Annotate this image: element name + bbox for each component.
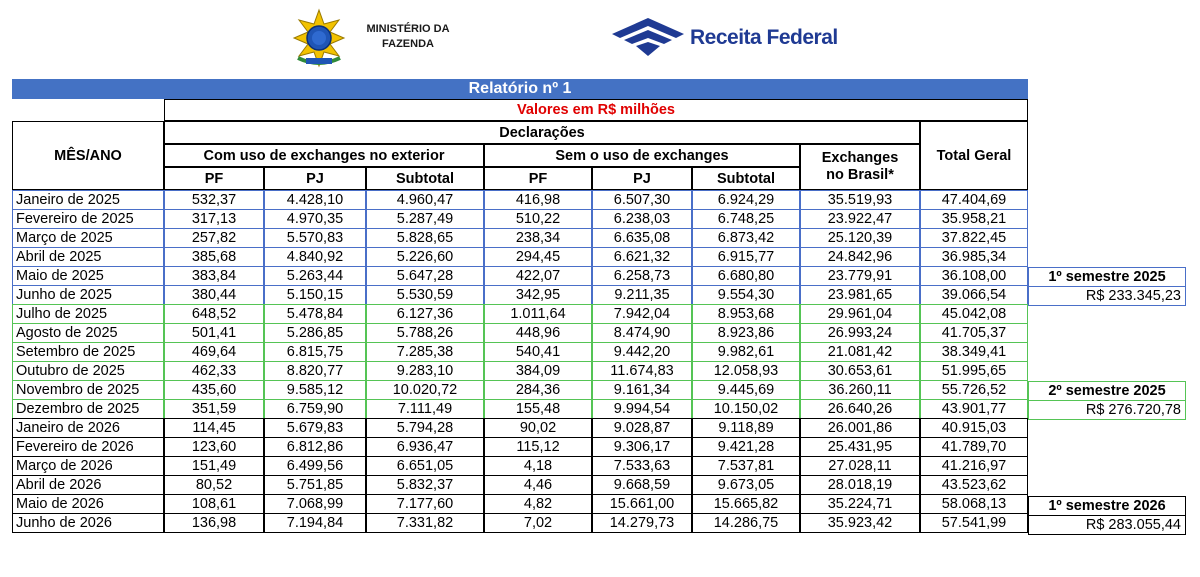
- pj-with-cell: 6.812,86: [264, 437, 366, 457]
- subtotal-without-cell: 9.554,30: [692, 285, 800, 305]
- month-cell: Março de 2025: [12, 228, 164, 248]
- report-title: Relatório nº 1: [12, 79, 1028, 99]
- total-cell: 51.995,65: [920, 361, 1028, 381]
- subtotal-without-cell: 7.537,81: [692, 456, 800, 476]
- month-cell: Outubro de 2025: [12, 361, 164, 381]
- subtotal-with-cell: 6.936,47: [366, 437, 484, 457]
- subtotal-with-cell: 5.828,65: [366, 228, 484, 248]
- month-cell: Abril de 2025: [12, 247, 164, 267]
- exchanges-brasil-cell: 26.993,24: [800, 323, 920, 343]
- with-exchanges-header: Com uso de exchanges no exterior: [164, 144, 484, 167]
- exchanges-brasil-cell: 35.224,71: [800, 494, 920, 514]
- pf-with-cell: 435,60: [164, 380, 264, 400]
- pj-with-cell: 9.585,12: [264, 380, 366, 400]
- month-cell: Fevereiro de 2025: [12, 209, 164, 229]
- subtotal-with-cell: 4.960,47: [366, 190, 484, 210]
- total-cell: 38.349,41: [920, 342, 1028, 362]
- declaracoes-header: Declarações: [164, 121, 920, 144]
- pj-with-cell: 5.679,83: [264, 418, 366, 438]
- pj-with-cell: 4.970,35: [264, 209, 366, 229]
- exchanges-brasil-cell: 29.961,04: [800, 304, 920, 324]
- month-cell: Junho de 2026: [12, 513, 164, 533]
- exchanges-brasil-cell: 24.842,96: [800, 247, 920, 267]
- subtotal-without-cell: 9.445,69: [692, 380, 800, 400]
- subtotal-without-cell: 6.873,42: [692, 228, 800, 248]
- subtotal-with-cell: 5.530,59: [366, 285, 484, 305]
- subtotal-without-cell: 6.680,80: [692, 266, 800, 286]
- subtotal-without-cell: 9.118,89: [692, 418, 800, 438]
- subtotal-header-with: Subtotal: [366, 167, 484, 190]
- pj-with-cell: 7.068,99: [264, 494, 366, 514]
- subtotal-without-cell: 12.058,93: [692, 361, 800, 381]
- pj-without-cell: 7.942,04: [592, 304, 692, 324]
- pf-with-cell: 648,52: [164, 304, 264, 324]
- pj-with-cell: 4.428,10: [264, 190, 366, 210]
- total-cell: 35.958,21: [920, 209, 1028, 229]
- pf-with-cell: 80,52: [164, 475, 264, 495]
- subtotal-without-cell: 10.150,02: [692, 399, 800, 419]
- pf-without-cell: 416,98: [484, 190, 592, 210]
- pj-without-cell: 6.258,73: [592, 266, 692, 286]
- pj-with-cell: 5.570,83: [264, 228, 366, 248]
- total-cell: 41.705,37: [920, 323, 1028, 343]
- exchanges-brasil-cell: 25.120,39: [800, 228, 920, 248]
- pf-with-cell: 317,13: [164, 209, 264, 229]
- month-cell: Novembro de 2025: [12, 380, 164, 400]
- pf-without-cell: 1.011,64: [484, 304, 592, 324]
- exchanges-brasil-cell: 23.779,91: [800, 266, 920, 286]
- receita-federal-logo-icon: [610, 16, 686, 58]
- pj-without-cell: 9.442,20: [592, 342, 692, 362]
- pf-with-cell: 501,41: [164, 323, 264, 343]
- pj-without-cell: 6.238,03: [592, 209, 692, 229]
- pj-with-cell: 5.286,85: [264, 323, 366, 343]
- pj-without-cell: 9.994,54: [592, 399, 692, 419]
- subtotal-without-cell: 9.421,28: [692, 437, 800, 457]
- pj-with-cell: 5.751,85: [264, 475, 366, 495]
- exchanges-brasil-cell: 23.922,47: [800, 209, 920, 229]
- semester-total: R$ 283.055,44: [1028, 515, 1186, 535]
- pf-without-cell: 510,22: [484, 209, 592, 229]
- pj-without-cell: 9.161,34: [592, 380, 692, 400]
- pj-with-cell: 5.263,44: [264, 266, 366, 286]
- pf-with-cell: 383,84: [164, 266, 264, 286]
- subtotal-without-cell: 9.673,05: [692, 475, 800, 495]
- subtotal-with-cell: 6.651,05: [366, 456, 484, 476]
- total-cell: 43.901,77: [920, 399, 1028, 419]
- ministry-line-2: FAZENDA: [382, 38, 434, 50]
- pj-without-cell: 9.211,35: [592, 285, 692, 305]
- pf-without-cell: 284,36: [484, 380, 592, 400]
- subtotal-without-cell: 6.915,77: [692, 247, 800, 267]
- pf-without-cell: 7,02: [484, 513, 592, 533]
- total-header: Total Geral: [920, 121, 1028, 190]
- total-cell: 43.523,62: [920, 475, 1028, 495]
- subtotal-with-cell: 5.794,28: [366, 418, 484, 438]
- page-header: [0, 0, 1200, 78]
- pf-without-cell: 155,48: [484, 399, 592, 419]
- total-cell: 45.042,08: [920, 304, 1028, 324]
- total-cell: 41.789,70: [920, 437, 1028, 457]
- month-cell: Setembro de 2025: [12, 342, 164, 362]
- pj-with-cell: 6.499,56: [264, 456, 366, 476]
- month-cell: Janeiro de 2025: [12, 190, 164, 210]
- pf-without-cell: 238,34: [484, 228, 592, 248]
- pj-with-cell: 6.815,75: [264, 342, 366, 362]
- semester-total: R$ 233.345,23: [1028, 286, 1186, 306]
- total-cell: 37.822,45: [920, 228, 1028, 248]
- month-cell: Abril de 2026: [12, 475, 164, 495]
- pf-without-cell: 90,02: [484, 418, 592, 438]
- exchanges-brasil-cell: 21.081,42: [800, 342, 920, 362]
- subtotal-with-cell: 7.331,82: [366, 513, 484, 533]
- month-cell: Dezembro de 2025: [12, 399, 164, 419]
- exchanges-brasil-cell: 23.981,65: [800, 285, 920, 305]
- subtotal-without-cell: 6.924,29: [692, 190, 800, 210]
- exchanges-brasil-line-2: no Brasil*: [826, 167, 894, 183]
- subtotal-header-without: Subtotal: [692, 167, 800, 190]
- pj-without-cell: 9.668,59: [592, 475, 692, 495]
- month-cell: Fevereiro de 2026: [12, 437, 164, 457]
- pf-header-without: PF: [484, 167, 592, 190]
- without-exchanges-header: Sem o uso de exchanges: [484, 144, 800, 167]
- exchanges-brasil-cell: 35.519,93: [800, 190, 920, 210]
- semester-total: R$ 276.720,78: [1028, 400, 1186, 420]
- pf-with-cell: 351,59: [164, 399, 264, 419]
- pj-header-with: PJ: [264, 167, 366, 190]
- subtotal-without-cell: 6.748,25: [692, 209, 800, 229]
- pf-header-with: PF: [164, 167, 264, 190]
- pf-without-cell: 115,12: [484, 437, 592, 457]
- pf-with-cell: 151,49: [164, 456, 264, 476]
- total-cell: 41.216,97: [920, 456, 1028, 476]
- month-cell: Março de 2026: [12, 456, 164, 476]
- total-cell: 36.985,34: [920, 247, 1028, 267]
- exchanges-brasil-cell: 36.260,11: [800, 380, 920, 400]
- total-cell: 58.068,13: [920, 494, 1028, 514]
- pf-without-cell: 540,41: [484, 342, 592, 362]
- pf-without-cell: 4,82: [484, 494, 592, 514]
- exchanges-brasil-cell: 28.018,19: [800, 475, 920, 495]
- exchanges-brasil-cell: 35.923,42: [800, 513, 920, 533]
- exchanges-brasil-header: [800, 144, 920, 190]
- exchanges-brasil-cell: 30.653,61: [800, 361, 920, 381]
- subtotal-without-cell: 8.923,86: [692, 323, 800, 343]
- subtotal-with-cell: 5.647,28: [366, 266, 484, 286]
- subtotal-without-cell: 14.286,75: [692, 513, 800, 533]
- pf-without-cell: 422,07: [484, 266, 592, 286]
- pf-without-cell: 4,18: [484, 456, 592, 476]
- pf-without-cell: 448,96: [484, 323, 592, 343]
- pf-with-cell: 380,44: [164, 285, 264, 305]
- subtotal-without-cell: 15.665,82: [692, 494, 800, 514]
- exchanges-brasil-cell: 25.431,95: [800, 437, 920, 457]
- month-cell: Maio de 2026: [12, 494, 164, 514]
- pj-without-cell: 7.533,63: [592, 456, 692, 476]
- pj-without-cell: 6.621,32: [592, 247, 692, 267]
- pj-with-cell: 4.840,92: [264, 247, 366, 267]
- month-cell: Junho de 2025: [12, 285, 164, 305]
- pj-without-cell: 9.028,87: [592, 418, 692, 438]
- agency-name: Receita Federal: [690, 26, 838, 49]
- pj-without-cell: 15.661,00: [592, 494, 692, 514]
- month-cell: Janeiro de 2026: [12, 418, 164, 438]
- month-cell: Agosto de 2025: [12, 323, 164, 343]
- ministry-line-1: MINISTÉRIO DA: [366, 23, 450, 35]
- pf-with-cell: 469,64: [164, 342, 264, 362]
- pf-with-cell: 123,60: [164, 437, 264, 457]
- subtotal-with-cell: 5.832,37: [366, 475, 484, 495]
- subtotal-with-cell: 9.283,10: [366, 361, 484, 381]
- pj-without-cell: 6.635,08: [592, 228, 692, 248]
- subtotal-with-cell: 5.788,26: [366, 323, 484, 343]
- total-cell: 47.404,69: [920, 190, 1028, 210]
- pj-with-cell: 8.820,77: [264, 361, 366, 381]
- subtotal-with-cell: 5.287,49: [366, 209, 484, 229]
- subtotal-with-cell: 7.111,49: [366, 399, 484, 419]
- pj-with-cell: 6.759,90: [264, 399, 366, 419]
- pf-with-cell: 114,45: [164, 418, 264, 438]
- exchanges-brasil-cell: 27.028,11: [800, 456, 920, 476]
- units-label: Valores em R$ milhões: [164, 99, 1028, 121]
- pj-without-cell: 11.674,83: [592, 361, 692, 381]
- semester-label: 2º semestre 2025: [1028, 381, 1186, 401]
- exchanges-brasil-cell: 26.640,26: [800, 399, 920, 419]
- month-cell: Maio de 2025: [12, 266, 164, 286]
- total-cell: 40.915,03: [920, 418, 1028, 438]
- pf-with-cell: 136,98: [164, 513, 264, 533]
- pf-without-cell: 294,45: [484, 247, 592, 267]
- pf-without-cell: 384,09: [484, 361, 592, 381]
- pj-with-cell: 5.150,15: [264, 285, 366, 305]
- semester-label: 1º semestre 2025: [1028, 267, 1186, 287]
- pf-with-cell: 532,37: [164, 190, 264, 210]
- subtotal-with-cell: 10.020,72: [366, 380, 484, 400]
- subtotal-without-cell: 9.982,61: [692, 342, 800, 362]
- subtotal-without-cell: 8.953,68: [692, 304, 800, 324]
- pf-with-cell: 108,61: [164, 494, 264, 514]
- semester-label: 1º semestre 2026: [1028, 496, 1186, 516]
- month-header: MÊS/ANO: [12, 121, 164, 190]
- total-cell: 57.541,99: [920, 513, 1028, 533]
- total-cell: 36.108,00: [920, 266, 1028, 286]
- ministry-name: [360, 22, 456, 52]
- exchanges-brasil-cell: 26.001,86: [800, 418, 920, 438]
- subtotal-with-cell: 6.127,36: [366, 304, 484, 324]
- pf-with-cell: 462,33: [164, 361, 264, 381]
- subtotal-with-cell: 7.285,38: [366, 342, 484, 362]
- subtotal-with-cell: 5.226,60: [366, 247, 484, 267]
- month-cell: Julho de 2025: [12, 304, 164, 324]
- pj-without-cell: 6.507,30: [592, 190, 692, 210]
- pj-without-cell: 14.279,73: [592, 513, 692, 533]
- pj-without-cell: 8.474,90: [592, 323, 692, 343]
- pf-with-cell: 385,68: [164, 247, 264, 267]
- pf-without-cell: 4,46: [484, 475, 592, 495]
- pf-with-cell: 257,82: [164, 228, 264, 248]
- pj-header-without: PJ: [592, 167, 692, 190]
- brazil-coat-of-arms-icon: [288, 8, 350, 68]
- pf-without-cell: 342,95: [484, 285, 592, 305]
- exchanges-brasil-line-1: Exchanges: [821, 150, 899, 166]
- total-cell: 55.726,52: [920, 380, 1028, 400]
- pj-without-cell: 9.306,17: [592, 437, 692, 457]
- total-cell: 39.066,54: [920, 285, 1028, 305]
- pj-with-cell: 5.478,84: [264, 304, 366, 324]
- pj-with-cell: 7.194,84: [264, 513, 366, 533]
- subtotal-with-cell: 7.177,60: [366, 494, 484, 514]
